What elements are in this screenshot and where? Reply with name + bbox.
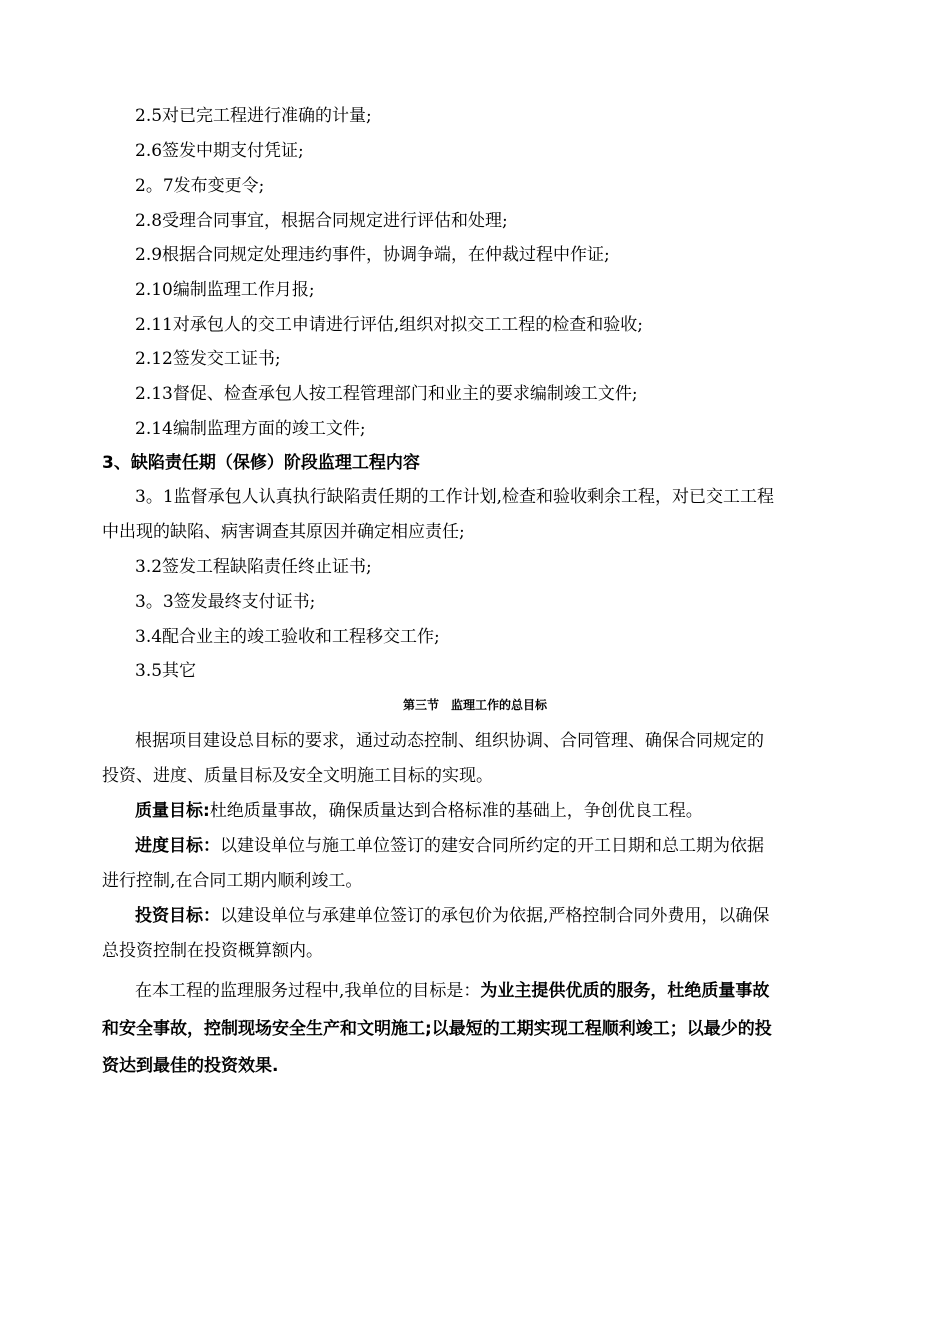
list-item: 2。7发布变更令; [135, 176, 265, 196]
summary-continuation: 资达到最佳的投资效果. [102, 1056, 279, 1076]
list-item: 3.5其它 [135, 661, 197, 681]
quality-goal-label: 质量目标: [135, 801, 210, 821]
section-title: 第三节 监理工作的总目标 [402, 698, 547, 712]
list-item: 2.5对已完工程进行准确的计量; [135, 106, 372, 126]
list-item: 2.6签发中期支付凭证; [135, 141, 304, 161]
list-item: 2.10编制监理工作月报; [135, 280, 315, 300]
quality-goal-text: 杜绝质量事故，确保质量达到合格标准的基础上，争创优良工程。 [209, 801, 703, 821]
progress-goal-text: 以建设单位与施工单位签订的建安合同所约定的开工日期和总工期为依据 [220, 836, 764, 856]
list-item: 3.4配合业主的竣工验收和工程移交工作; [135, 627, 440, 647]
summary-goal [135, 979, 769, 1003]
investment-goal-label: 投资目标： [135, 906, 220, 926]
summary-prefix: 在本工程的监理服务过程中,我单位的目标是： [135, 981, 481, 1001]
list-item: 2.14编制监理方面的竣工文件; [135, 419, 366, 439]
progress-goal-label: 进度目标： [135, 836, 220, 856]
quality-goal [135, 799, 703, 823]
investment-goal-text: 以建设单位与承建单位签订的承包价为依据,严格控制合同外费用，以确保 [220, 906, 770, 926]
list-item-continuation: 中出现的缺陷、病害调查其原因并确定相应责任; [102, 522, 465, 542]
goal-intro-continuation: 投资、进度、质量目标及安全文明施工目标的实现。 [102, 766, 493, 786]
stage3-heading: 3、缺陷责任期（保修）阶段监理工程内容 [102, 453, 420, 473]
progress-goal-continuation: 进行控制,在合同工期内顺利竣工。 [102, 871, 363, 891]
list-item: 2.9根据合同规定处理违约事件，协调争端，在仲裁过程中作证; [135, 245, 610, 265]
list-item: 3.2签发工程缺陷责任终止证书; [135, 557, 372, 577]
investment-goal [135, 904, 769, 928]
list-item: 2.13督促、检查承包人按工程管理部门和业主的要求编制竣工文件; [135, 384, 638, 404]
summary-bold: 为业主提供优质的服务，杜绝质量事故 [480, 981, 770, 1001]
list-item: 2.12签发交工证书; [135, 349, 281, 369]
list-item: 3。3签发最终支付证书; [135, 592, 316, 612]
list-item: 2.8受理合同事宜，根据合同规定进行评估和处理; [135, 211, 508, 231]
progress-goal [135, 834, 764, 858]
goal-intro: 根据项目建设总目标的要求，通过动态控制、组织协调、合同管理、确保合同规定的 [135, 731, 764, 751]
summary-continuation: 和安全事故，控制现场安全生产和文明施工;以最短的工期实现工程顺利竣工；以最少的投 [102, 1019, 772, 1039]
investment-goal-continuation: 总投资控制在投资概算额内。 [102, 941, 323, 961]
list-item: 2.11对承包人的交工申请进行评估,组织对拟交工工程的检查和验收; [135, 315, 643, 335]
list-item: 3。1监督承包人认真执行缺陷责任期的工作计划,检查和验收剩余工程，对已交工工程 [135, 487, 775, 507]
